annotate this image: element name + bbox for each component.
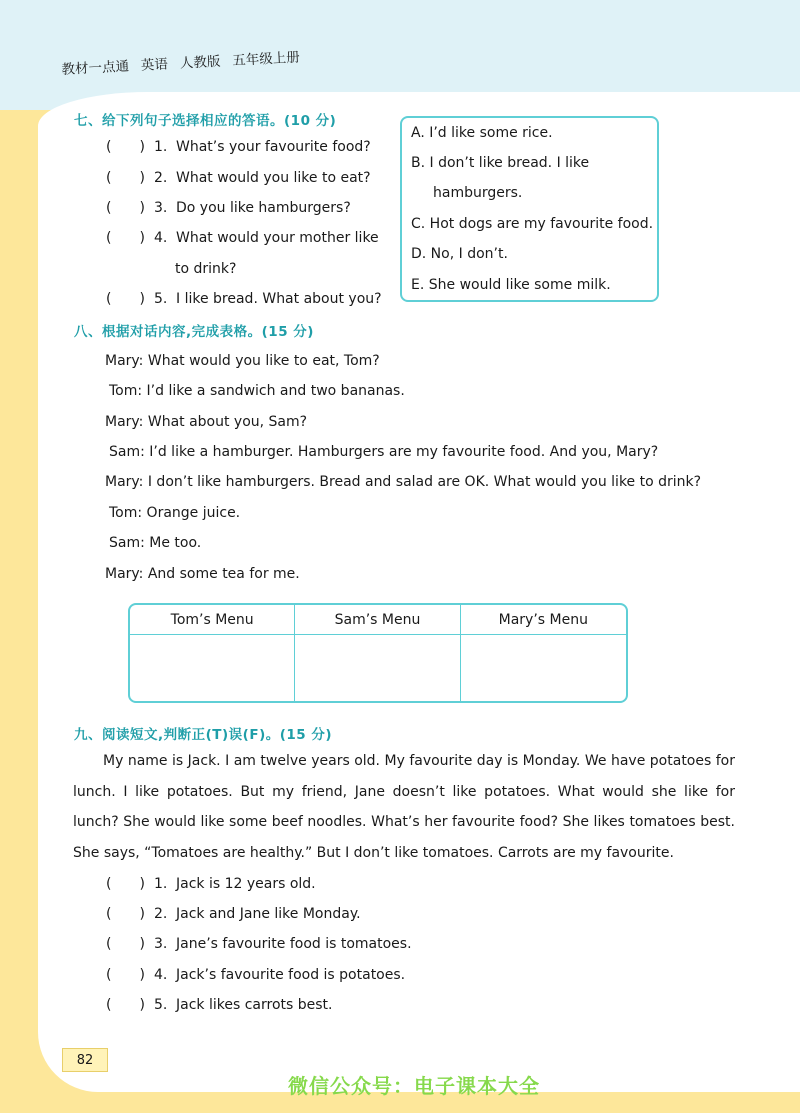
dialogue-line: Mary: What about you, Sam?: [105, 414, 308, 430]
s9-question-3: ( ) 3. Jane’s favourite food is tomatoes.: [106, 936, 412, 952]
answer-blank[interactable]: ( ): [106, 230, 145, 246]
header-book: 教材一点通: [61, 58, 130, 78]
dialogue-line: Sam: I’d like a hamburger. Hamburgers are my favourite food. And you, Mary?: [109, 444, 659, 460]
s9-question-2: ( ) 2. Jack and Jane like Monday.: [106, 906, 361, 922]
answer-options-box: [400, 116, 659, 302]
option-e: E. She would like some milk.: [411, 277, 611, 293]
answer-blank[interactable]: ( ): [106, 291, 145, 307]
s7-question-1: ( ) 1. What’s your favourite food?: [106, 139, 371, 155]
page-number: 82: [62, 1048, 108, 1072]
table-header-tom: Tom’s Menu: [130, 605, 295, 635]
section8-title: 八、根据对话内容,完成表格。(15 分): [74, 324, 314, 340]
answer-blank[interactable]: ( ): [106, 997, 145, 1013]
watermark-text: 微信公众号：电子课本大全: [288, 1074, 540, 1098]
answer-blank[interactable]: ( ): [106, 139, 145, 155]
dialogue-line: Tom: I’d like a sandwich and two bananas.: [109, 383, 405, 399]
section7-title: 七、给下列句子选择相应的答语。(10 分): [74, 113, 337, 129]
header-subject: 英语: [140, 56, 169, 74]
answer-blank[interactable]: ( ): [106, 200, 145, 216]
s7-question-4-cont: to drink?: [175, 261, 237, 277]
table-header-sam: Sam’s Menu: [295, 605, 460, 635]
answer-blank[interactable]: ( ): [106, 936, 145, 952]
s9-question-1: ( ) 1. Jack is 12 years old.: [106, 876, 316, 892]
answer-blank[interactable]: ( ): [106, 906, 145, 922]
answer-blank[interactable]: ( ): [106, 967, 145, 983]
option-b: B. I don’t like bread. I like: [411, 155, 590, 171]
option-a: A. I’d like some rice.: [411, 125, 553, 141]
option-b-cont: hamburgers.: [433, 185, 523, 201]
option-c: C. Hot dogs are my favourite food.: [411, 216, 654, 232]
dialogue-line: Mary: I don’t like hamburgers. Bread and salad are OK. What would you like to drink?: [105, 474, 702, 490]
dialogue-line: Tom: Orange juice.: [109, 505, 241, 521]
s7-question-2: ( ) 2. What would you like to eat?: [106, 170, 371, 186]
s7-question-3: ( ) 3. Do you like hamburgers?: [106, 200, 351, 216]
header-edition: 人教版: [179, 53, 221, 72]
s9-question-5: ( ) 5. Jack likes carrots best.: [106, 997, 333, 1013]
table-cell-sam-answer[interactable]: [295, 635, 460, 701]
table-header-mary: Mary’s Menu: [461, 605, 626, 635]
dialogue-line: Mary: What would you like to eat, Tom?: [105, 353, 380, 369]
table-cell-mary-answer[interactable]: [461, 635, 626, 701]
answer-blank[interactable]: ( ): [106, 876, 145, 892]
s7-question-4: ( ) 4. What would your mother like: [106, 230, 379, 246]
s7-question-5: ( ) 5. I like bread. What about you?: [106, 291, 382, 307]
answer-blank[interactable]: ( ): [106, 170, 145, 186]
s9-question-4: ( ) 4. Jack’s favourite food is potatoes.: [106, 967, 406, 983]
table-cell-tom-answer[interactable]: [130, 635, 295, 701]
section9-title: 九、阅读短文,判断正(T)误(F)。(15 分): [74, 727, 333, 743]
dialogue-line: Sam: Me too.: [109, 535, 202, 551]
menu-table: [128, 603, 628, 703]
option-d: D. No, I don’t.: [411, 246, 508, 262]
header-grade: 五年级上册: [231, 49, 301, 70]
dialogue-line: Mary: And some tea for me.: [105, 566, 300, 582]
reading-passage: My name is Jack. I am twelve years old. My favourite day is Monday. We have potatoes for lunch. I like potatoes. But my friend, Jane doesn’t like potatoes. What would she like for lunch? She would like some beef noodles. What’s her favourite food? She likes tomatoes best. She says, “Tomatoes are healthy.” But I don’t like tomatoes. Carrots are my favourite.: [73, 753, 735, 861]
